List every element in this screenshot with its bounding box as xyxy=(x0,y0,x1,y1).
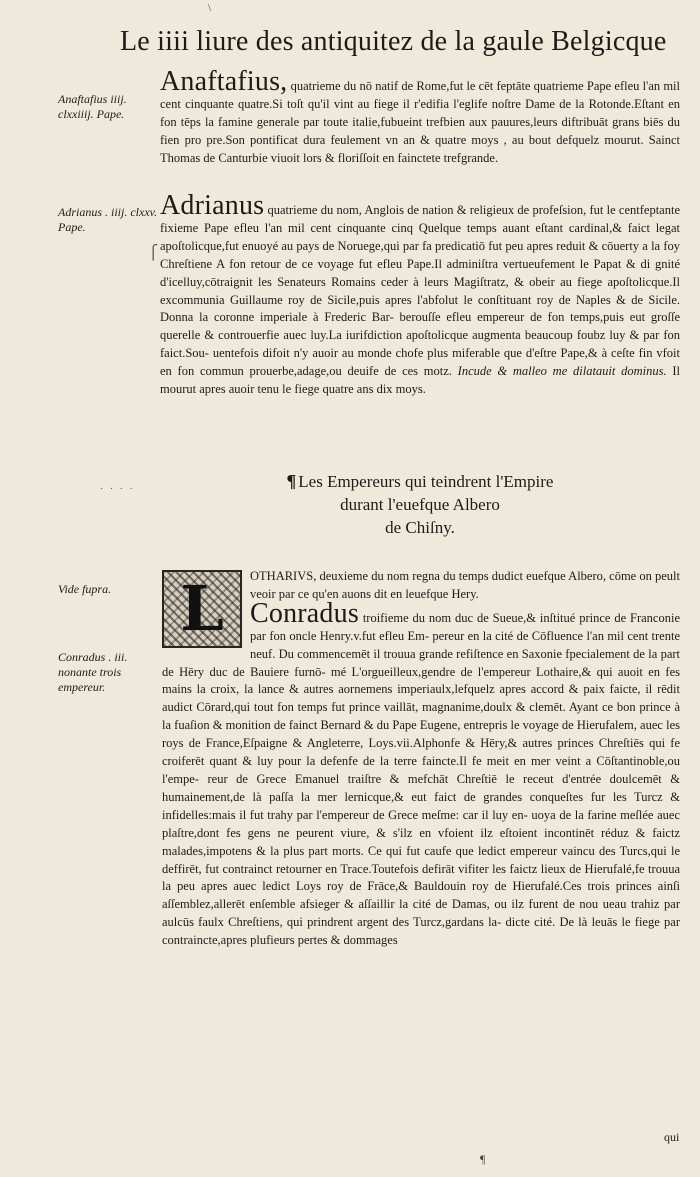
entry-text-lotharius: OTHARIVS, deuxieme du nom regna du temps dudict euefque Albero, cōme on peult veoir par ce qu'en auons dit en leuefque Hery. xyxy=(250,569,680,601)
section-heading-line-2: durant l'euefque Albero xyxy=(340,495,500,514)
entry-anastasius xyxy=(160,66,680,168)
entry-text-anastasius: quatrieme du nō natif de Rome,fut le cēt feptāte quatrieme Pape efleu l'an mil cent cinquante quatre.Si toſt qu'il vint au fiege il r'edifia l'eglife noſtre Dame de la Rotonde.Eſtant en fon tēps la famine generale par toute italie,fubueint trefbien aux pauures,leurs diftribuāt grans biēs du fien pro pre.Son pontificat dura feulement vn an & quatre moys , au bout defquelz mourut. Sainct Thomas de Canturbie viuoit lors & floriſſoit en fainctete trefgrande. xyxy=(160,79,680,165)
footer-mark: ¶ xyxy=(480,1152,486,1166)
entry-tail-adrianus: Il mourut apres auoir tenu le fiege quatre ans dix moys. xyxy=(160,364,680,397)
lead-word-conradus: Conradus xyxy=(250,597,359,629)
margin-bracket: ⎧ xyxy=(148,246,159,261)
pilcrow-icon: ¶ xyxy=(286,471,297,491)
side-note-anastasius: Anaftafius iiij. clxxiiij. Pape. xyxy=(58,92,127,121)
section-heading-line-1: Les Empereurs qui teindrent l'Empire xyxy=(298,472,554,491)
section-heading-line-3: de Chiſny. xyxy=(385,518,455,537)
lead-word-anastasius: Anaftafius, xyxy=(160,66,288,97)
catchword: qui xyxy=(664,1130,680,1144)
entry-emperors xyxy=(162,568,680,950)
entry-adrianus xyxy=(160,190,680,399)
section-heading xyxy=(270,470,570,539)
decorated-initial: L xyxy=(162,570,242,648)
side-note-lotharius: Vide fupra. xyxy=(58,582,112,596)
entry-italic-motto: Incude & malleo me dilatauit dominus. xyxy=(451,364,667,379)
running-head: Le iiii liure des antiquitez de la gaule Belgicque xyxy=(120,26,667,57)
entry-text-conradus: troifieme du nom duc de Sueue,& inſtitué prince de Franconie par fon oncle Henry.v.fut efleu Em- pereur en la cité de Cōfluence l'an mil cent trente neuf. Du commencemēt il trouua grande refiſtence en Saxonie fpecialement de la part de Hēry duc de Bauiere furnō- mé L'orgueilleux,gendre de l'empereur Lothaire,& qui auoit en fes mains la croix, la lance & autres aornemens imperiaulx,lefquelz apres accord & paix faicte, il rēdit audict Cōrard,qui tout fon temps fut prince vaillāt, magnanime,doulx & clemēt. Ayant ce bon prince à la fuaſion & monition de fainct Bernard & du Pape Eugene, entrepris le voyage de Hierufalem, auec les roys de France,Eſpaigne & Angleterre, Loys.vii.Alphonfe & Hēry,& autres princes Chreſtiēs qui fe croiferēt quant & luy pour la defenfe de la terre faincte.Il fe meit en mer veint a Cōſtantinoble,ou l'empe- reur de Grece Emanuel traiſtre & mefchāt Chreſtiē le receut d'entrée doulcemēt & humainement,de là paſſa la mer lernicque,& eut faict de grandes conqueſtes fur les Turcz & infidelles:mais il fut trahy par l'empereur de Grece meſme: car il luy en- uoya de la farine meſlée auec plaſtre,dont fes gens ne peurent viure, & s'ilz en vfoient ilz eſtoient incontinēt réduz & faictz malades,impotens & la plus part morts. Ce qui fut caufe que ledict empereur vaincu des Turcs,qui le deffirēt, fut contrainct retourner en Trace.Toutefois defirāt vifiter les faictz lieux de Hierufalé,fe trouua la peu apres auec ledict Loys roy de Frāce,& Bauldouin roy de Hierufalé.Ces trois princes ainſi aſſemblez,allerēt enſemble afsieger & aſſaillir la cité de Damas, ou ilz furent de nou ueau trahiz par aulcūs faulx Chreſtiens, qui prindrent argent des Turcz,gardans la- dicte cité. De là leuās le fiege par contraincte,apres plufieurs pertes & dommages xyxy=(162,610,680,948)
side-note-adrianus: Adrianus . iiij. clxxv. Pape. xyxy=(58,205,158,234)
page-mark: \ xyxy=(208,2,212,14)
lead-word-adrianus: Adrianus xyxy=(160,190,265,221)
margin-marker: · · · · xyxy=(100,484,135,495)
side-note-conradus: Conradus . iii. nonante trois empereur. xyxy=(58,650,128,694)
entry-text-adrianus: quatrieme du nom, Anglois de nation & religieux de profeſsion, fut le centfeptante fixieme Pape efleu l'an mil cent cinquante cinq Quelque temps auant eſtant cardinal,& faict legat apoſtolicque,fut enuoyé au pays de Noruege,qui par fa predicatiō fut peu apres reduit & cōuerty a la foy Chreſtiene A fon retour de ce voyage fut efleu Pape.Il adminiſtra vertueufement le Papat & di gnité d'icelluy,cōtraignit les Senateurs Romains ceder à leurs Magiſtratz, & obeir au fiege apoſtolicque.Il excommunia Guillaume roy de Sicile,puis apres l'abfolut le conſtituant roy de Naples & de Sicile. Donna la coronne imperiale à Frederic Bar- berouſſe efleu empereur de fon temps,puis eut groſſe querelle & controuerfie auec luy.La iurifdiction apoſtolicque augmenta beaucoup foubz luy & par fon faict.Sou- uentefois difoit n'y auoir au monde chofe plus miferable que d'eſtre Pape,& à ceſte fin vfoit en fon commun prouerbe,adage,ou deuife de ces motz. xyxy=(160,203,680,379)
